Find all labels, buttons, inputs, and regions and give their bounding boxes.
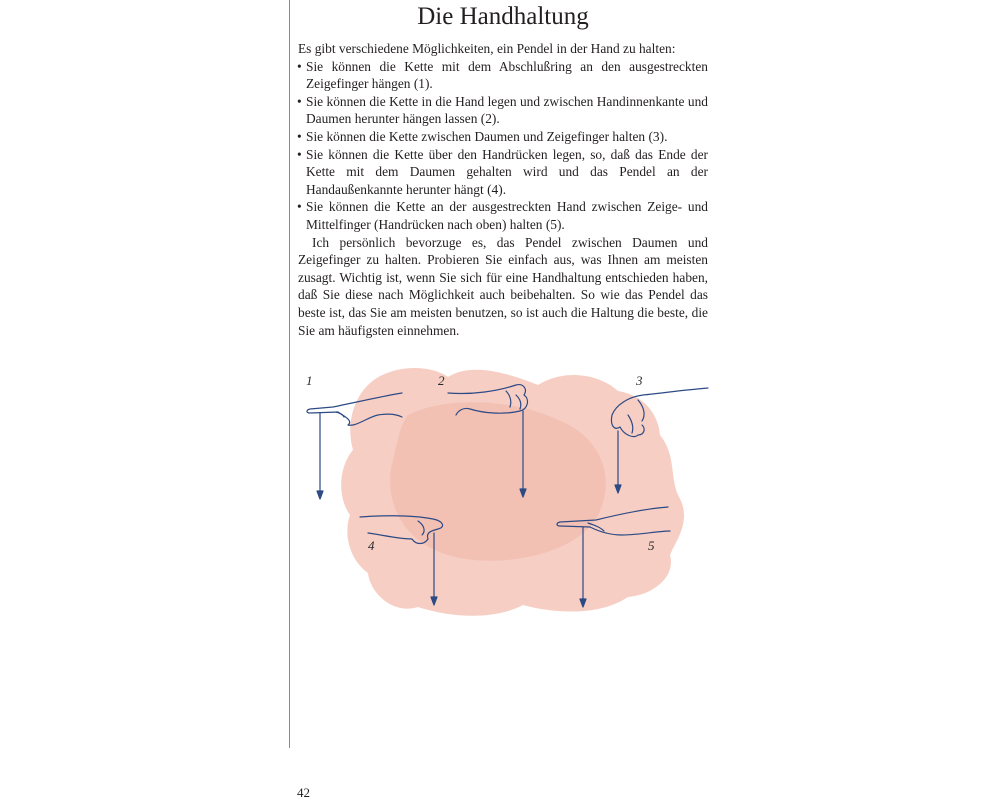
page-divider-line [289,0,290,748]
closing-paragraph: Ich persönlich bevorzuge es, das Pendel zwischen Daumen und Zeigefinger zu halten. Probieren Sie einfach aus, was Ihnen am meisten zusagt. Wichtig ist, wenn Sie sich für eine Handhaltung entschieden haben, daß Sie diese nach Möglichkeit auch beibehalten. So wie das Pendel das beste ist, das Sie am meisten benutzen, so ist auch die Haltung die beste, die Sie am häufigsten einnehmen. [298,234,708,338]
hand-positions-illustration [298,355,718,630]
list-item: • Sie können die Kette zwischen Daumen und Zeigefinger halten (3). [298,128,708,146]
figure-label-4: 4 [368,538,375,553]
page-title: Die Handhaltung [417,3,589,30]
list-item: • Sie können die Kette in die Hand legen und zwischen Handinnenkante und Daumen herunter hängen lassen (2). [298,93,708,128]
intro-paragraph: Es gibt verschiedene Möglichkeiten, ein Pendel in der Hand zu halten: [298,41,676,56]
figure-label-5: 5 [648,538,655,553]
list-item: • Sie können die Kette an der ausgestreckten Hand zwischen Zeige- und Mittelfinger (Handrücken nach oben) halten (5). [298,198,708,233]
list-item: • Sie können die Kette mit dem Abschlußring an den ausgestreckten Zeigefinger hängen (1). [298,58,708,93]
list-item: • Sie können die Kette über den Handrücken legen, so, daß das Ende der Kette mit dem Daumen gehalten wird und das Pendel an der Handaußenkannte herunter hängt (4). [298,146,708,199]
grip-options-list [298,58,708,234]
figure-label-1: 1 [306,373,313,388]
page-number: 42 [297,785,310,800]
figure-label-3: 3 [636,373,643,388]
figure-label-2: 2 [438,373,445,388]
body-text [298,40,708,339]
